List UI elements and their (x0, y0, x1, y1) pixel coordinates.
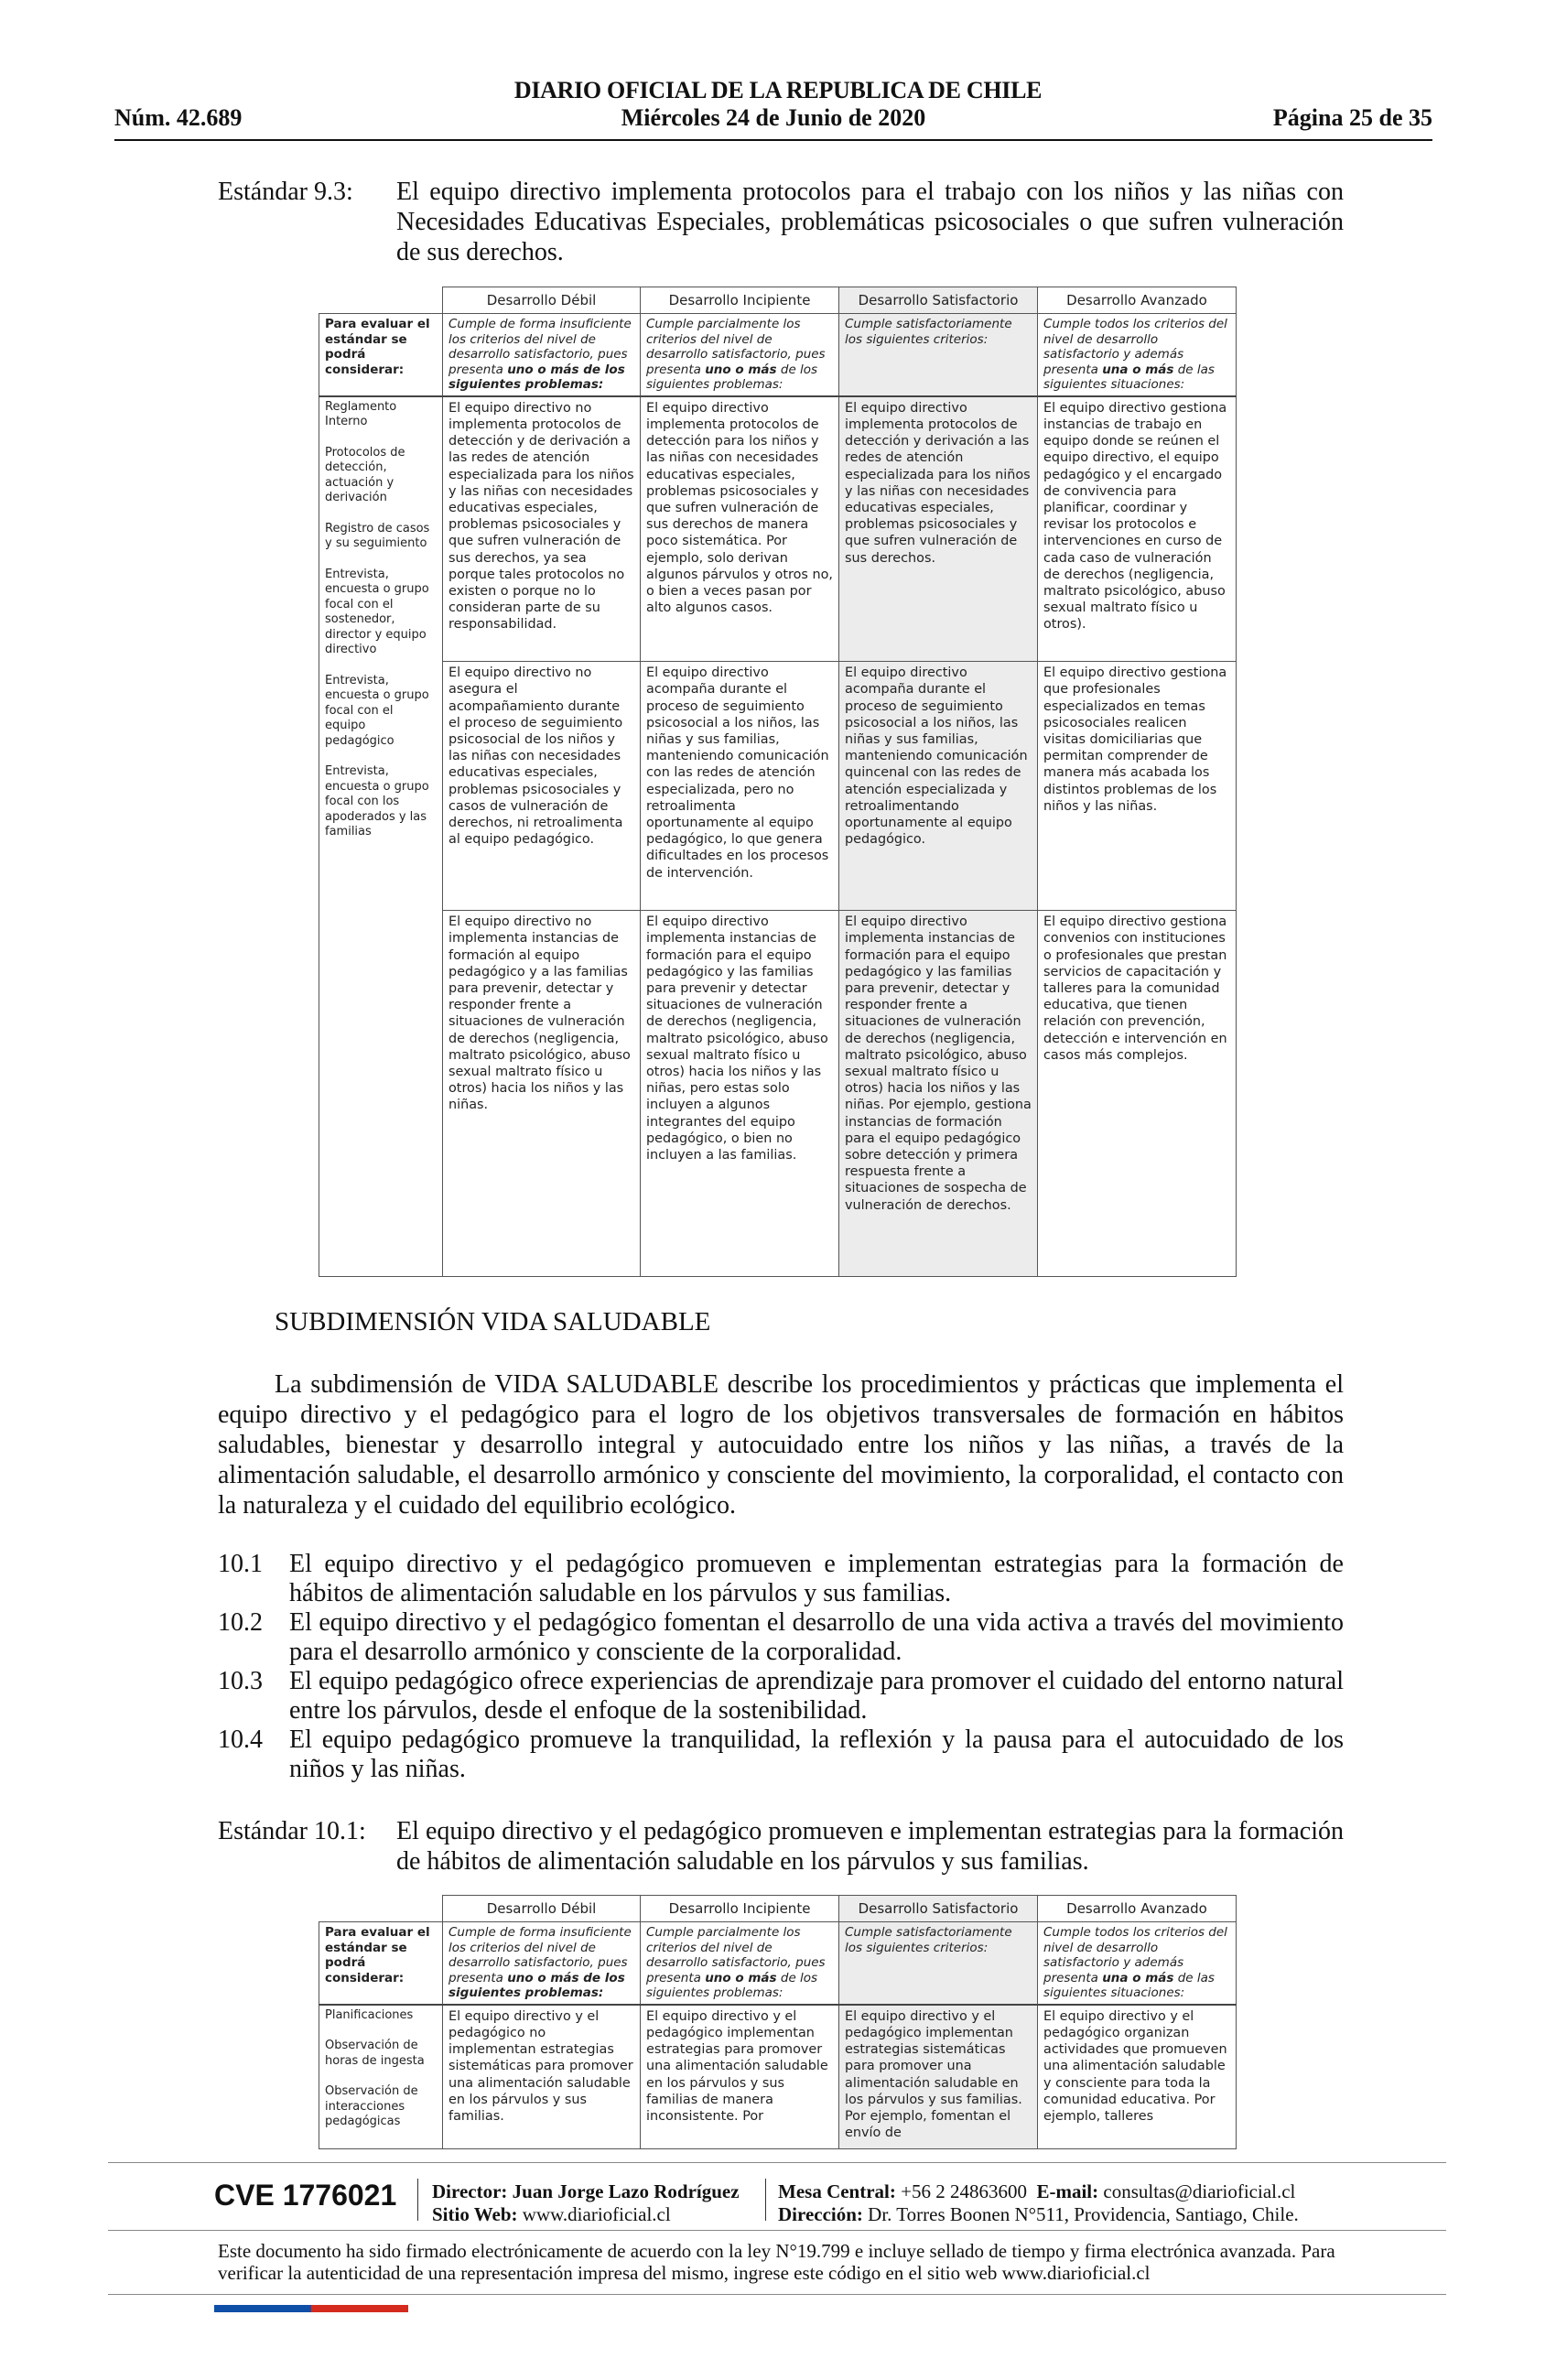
source-item: Protocolos de detección, actuación y derivación (325, 445, 405, 505)
criteria-text: Cumple todos los criterios del nivel de desarrollo satisfactorio y además presenta (1043, 317, 1227, 377)
legal-notice: Este documento ha sido firmado electrónicamente de acuerdo con la ley N°19.799 e incluye sellado de tiempo y firma electrónica avanzada. Para verificar la autenticidad de una representación impresa del mismo, ingrese este código en el sitio web www.diarioficial.cl (218, 2240, 1335, 2284)
flag-stripe-blue (214, 2305, 311, 2312)
cell-advanced: El equipo directivo gestiona instancias de trabajo en equipo donde se reúnen el equipo directivo, el equipo pedagógico y el encargado de convivencia para planificar, coordinar y revisar los protocolos e intervenciones en curso de cada caso de vulneración de derechos (negligencia, maltrato psicológico, abuso sexual maltrato físico u otros). (1038, 396, 1237, 662)
director-label: Director: (432, 2180, 508, 2202)
source-item: Observación de horas de ingesta (325, 2039, 425, 2068)
phone-number: +56 2 24863600 (901, 2180, 1027, 2202)
source-item: Entrevista, encuesta o grupo focal con el sostenedor, director y equipo directivo (325, 567, 429, 657)
criteria-bold: uno o más de los siguientes problemas: (448, 362, 625, 393)
criteria-bold: una o más (1102, 362, 1174, 377)
criteria-satisfactory (839, 314, 1038, 396)
footer-divider (108, 2162, 1446, 2163)
criteria-weak (443, 1922, 641, 2005)
header-advanced: Desarrollo Avanzado (1038, 1896, 1237, 1922)
list-item-number: 10.4 (218, 1726, 263, 1754)
criteria-text: Cumple todos los criterios del nivel de desarrollo satisfactorio y además presenta (1043, 1925, 1227, 1985)
standards-list (218, 1550, 1344, 1784)
header-weak: Desarrollo Débil (443, 1896, 641, 1922)
phone-label: Mesa Central: (778, 2180, 896, 2202)
header-weak: Desarrollo Débil (443, 287, 641, 314)
footer-contact-block (778, 2180, 1299, 2226)
criteria-text: Cumple parcialmente los criterios del nivel de desarrollo satisfactorio, pues presenta (646, 1925, 826, 1985)
header-incipient: Desarrollo Incipiente (641, 1896, 839, 1922)
criteria-text: de los siguientes problemas: (646, 1970, 818, 2001)
cell-advanced: El equipo directivo y el pedagógico organizan actividades que promueven una alimentación saludable y consciente para toda la comunidad educativa. Por ejemplo, talleres (1038, 2005, 1237, 2149)
criteria-text: Cumple de forma insuficiente los criterios del nivel de desarrollo satisfactorio, pues presenta (448, 1925, 632, 1985)
source-item: Entrevista, encuesta o grupo focal con los apoderados y las familias (325, 764, 429, 839)
newspaper-title: DIARIO OFICIAL DE LA REPUBLICA DE CHILE (513, 77, 1043, 103)
cell-incipient: El equipo directivo acompaña durante el proceso de seguimiento psicosocial a los niños, las niñas y sus familias, manteniendo comunicación con las redes de atención especializada, pero no retroalimenta oportunamente al equipo pedagógico, lo que genera dificultades en los procesos de intervención. (641, 662, 839, 911)
issue-number: Núm. 42.689 (114, 104, 243, 131)
header-advanced: Desarrollo Avanzado (1038, 287, 1237, 314)
cell-incipient: El equipo directivo implementa instancias de formación para el equipo pedagógico y las familias para prevenir y detectar situaciones de vulneración de derechos (negligencia, maltrato psicológico, abuso sexual maltrato físico u otros) hacia los niños y las niñas, pero estas solo incluyen a algunos integrantes del equipo pedagógico, o bien no incluyen a las familias. (641, 911, 839, 1277)
cell-incipient: El equipo directivo implementa protocolos de detección para los niños y las niñas con necesidades educativas especiales, problemas psicosociales y que sufren vulneración de sus derechos de manera poco sistemática. Por ejemplo, solo derivan algunos párvulos y otros no, o bien a veces pasan por alto algunos casos. (641, 396, 839, 662)
standard-text: El equipo directivo y el pedagógico promueven e implementan estrategias para la formación de hábitos de alimentación saludable en los párvulos y sus familias. (396, 1817, 1344, 1876)
website-link[interactable]: www.diarioficial.cl (522, 2203, 671, 2225)
list-item (218, 1550, 1344, 1608)
criteria-bold: uno o más (705, 362, 777, 377)
criteria-weak (443, 314, 641, 396)
list-item-number: 10.2 (218, 1608, 263, 1637)
criteria-text: de las siguientes situaciones: (1043, 1970, 1215, 2001)
flag-stripe-red (311, 2305, 408, 2312)
criteria-text: Cumple de forma insuficiente los criterios del nivel de desarrollo satisfactorio, pues presenta (448, 317, 632, 377)
standard-label: Estándar 9.3: (218, 178, 353, 206)
website-label: Sitio Web: (432, 2203, 518, 2225)
source-item: Entrevista, encuesta o grupo focal con el equipo pedagógico (325, 673, 429, 748)
criteria-satisfactory (839, 1922, 1038, 2005)
header-satisfactory: Desarrollo Satisfactorio (839, 287, 1038, 314)
list-item-text: El equipo pedagógico promueve la tranquilidad, la reflexión y la pausa para el autocuidado de los niños y las niñas. (289, 1726, 1344, 1783)
standard-10-1 (218, 1816, 1344, 1880)
subdimension-paragraph: La subdimensión de VIDA SALUDABLE describe los procedimientos y prácticas que implementa el equipo directivo y el pedagógico para el logro de los objetivos transversales de formación en hábitos saludables, bienestar y desarrollo integral y autocuidado entre los niños y las niñas, a través de la alimentación saludable, el desarrollo armónico y consciente del movimiento, la corporalidad, el contacto con la naturaleza y el cuidado del equilibrio ecológico. (218, 1370, 1344, 1520)
criteria-advanced (1038, 1922, 1237, 2005)
page-number: Página 25 de 35 (1272, 104, 1432, 131)
cell-advanced: El equipo directivo gestiona convenios con instituciones o profesionales que prestan servicios de capacitación y talleres para la comunidad educativa, que tienen relación con prevención, detección e intervención en casos más complejos. (1038, 911, 1237, 1277)
header-incipient: Desarrollo Incipiente (641, 287, 839, 314)
footer-separator (417, 2179, 418, 2221)
footer-divider (108, 2294, 1446, 2295)
criteria-incipient (641, 314, 839, 396)
criteria-bold: uno o más (705, 1970, 777, 1985)
address-text: Dr. Torres Boonen N°511, Providencia, Santiago, Chile. (868, 2203, 1299, 2225)
list-item (218, 1608, 1344, 1667)
director-name: Juan Jorge Lazo Rodríguez (512, 2180, 740, 2202)
rubric-table-10-1-clip (319, 1895, 1237, 2141)
cell-satisfactory: El equipo directivo y el pedagógico implementan estrategias sistemáticas para promover una alimentación saludable en los párvulos y sus familias. Por ejemplo, fomentan el envío de (839, 2005, 1038, 2149)
standard-label: Estándar 10.1: (218, 1817, 366, 1845)
evaluation-lead: Para evaluar el estándar se podrá considerar: (319, 1922, 443, 2005)
evaluation-lead: Para evaluar el estándar se podrá considerar: (319, 314, 443, 396)
cve-code: CVE 1776021 (214, 2179, 397, 2212)
source-item: Observación de interacciones pedagógicas (325, 2084, 418, 2129)
criteria-advanced (1038, 314, 1237, 396)
criteria-bold: uno o más de los siguientes problemas: (448, 1970, 625, 2001)
criteria-text: Cumple parcialmente los criterios del nivel de desarrollo satisfactorio, pues presenta (646, 317, 826, 377)
standard-9-3 (218, 177, 1344, 268)
criteria-bold: una o más (1102, 1970, 1174, 1985)
cell-weak: El equipo directivo no implementa protocolos de detección y de derivación a las redes de atención especializada para los niños y las niñas con necesidades educativas especiales, problemas psicosociales y que sufren vulneración de sus derechos, ya sea porque tales protocolos no existen o porque no lo consideran parte de su responsabilidad. (443, 396, 641, 662)
cell-weak: El equipo directivo no implementa instancias de formación al equipo pedagógico y a las familias para prevenir, detectar y responder frente a situaciones de vulneración de derechos (negligencia, maltrato psicológico, abuso sexual maltrato físico u otros) hacia los niños y las niñas. (443, 911, 641, 1277)
source-item: Planificaciones (325, 2007, 414, 2022)
rubric-table-9-3 (319, 287, 1237, 1277)
header-divider (114, 139, 1432, 141)
address-label: Dirección: (778, 2203, 863, 2225)
cell-weak: El equipo directivo y el pedagógico no implementan estrategias sistemáticas para promover una alimentación saludable en los párvulos y sus familias. (443, 2005, 641, 2149)
criteria-text: Cumple satisfactoriamente los siguientes criterios: (845, 1925, 1012, 1955)
list-item-text: El equipo pedagógico ofrece experiencias de aprendizaje para promover el cuidado del entorno natural entre los párvulos, desde el enfoque de la sostenibilidad. (289, 1667, 1344, 1725)
list-item-text: El equipo directivo y el pedagógico fomentan el desarrollo de una vida activa a través del movimiento para el desarrollo armónico y consciente de la corporalidad. (289, 1608, 1344, 1666)
criteria-incipient (641, 1922, 839, 2005)
source-item: Registro de casos y su seguimiento (325, 521, 430, 551)
cell-advanced: El equipo directivo gestiona que profesionales especializados en temas psicosociales realicen visitas domiciliarias que permitan comprender de manera más acabada los distintos problemas de los niños y las niñas. (1038, 662, 1237, 911)
list-item-number: 10.3 (218, 1667, 263, 1695)
evidence-sources (319, 396, 443, 1277)
source-item: Reglamento Interno (325, 399, 397, 429)
cell-satisfactory: El equipo directivo implementa instancias de formación para el equipo pedagógico y las familias para prevenir, detectar y responder frente a situaciones de vulneración de derechos (negligencia, maltrato psicológico, abuso sexual maltrato físico u otros) hacia los niños y las niñas. Por ejemplo, gestiona instancias de formación para el equipo pedagógico sobre detección y primera respuesta frente a situaciones de sospecha de vulneración de derechos. (839, 911, 1038, 1277)
header-row (114, 104, 1432, 135)
criteria-text: de los siguientes problemas: (646, 362, 818, 393)
cell-weak: El equipo directivo no asegura el acompañamiento durante el proceso de seguimiento psicosocial de los niños y las niñas con necesidades educativas especiales, problemas psicosociales y casos de vulneración de derechos, ni retroalimenta al equipo pedagógico. (443, 662, 641, 911)
header-blank-cell (319, 287, 443, 314)
list-item (218, 1726, 1344, 1784)
list-item (218, 1667, 1344, 1726)
criteria-text: de las siguientes situaciones: (1043, 362, 1215, 393)
cell-satisfactory: El equipo directivo implementa protocolos de detección y derivación a las redes de atención especializada para los niños y las niñas con necesidades educativas especiales, problemas psicosociales y que sufren vulneración de sus derechos. (839, 396, 1038, 662)
email-link[interactable]: consultas@diarioficial.cl (1103, 2180, 1296, 2202)
footer-divider (108, 2230, 1446, 2231)
list-item-text: El equipo directivo y el pedagógico promueven e implementan estrategias para la formación de hábitos de alimentación saludable en los párvulos y sus familias. (289, 1550, 1344, 1607)
criteria-text: Cumple satisfactoriamente los siguientes criterios: (845, 317, 1012, 347)
email-label: E-mail: (1036, 2180, 1099, 2202)
footer-director-block (432, 2180, 740, 2226)
standard-text: El equipo directivo implementa protocolos para el trabajo con los niños y las niñas con Necesidades Educativas Especiales, problemáticas psicosociales o que sufren vulneración de sus derechos. (396, 178, 1344, 266)
header-satisfactory: Desarrollo Satisfactorio (839, 1896, 1038, 1922)
rubric-table-10-1 (319, 1895, 1237, 2149)
list-item-number: 10.1 (218, 1550, 263, 1578)
footer-separator (765, 2179, 766, 2221)
cell-incipient: El equipo directivo y el pedagógico implementan estrategias para promover una alimentación saludable en los párvulos y sus familias de manera inconsistente. Por (641, 2005, 839, 2149)
header-blank-cell (319, 1896, 443, 1922)
evidence-sources (319, 2005, 443, 2149)
issue-date: Miércoles 24 de Junio de 2020 (621, 104, 926, 131)
subdimension-heading: SUBDIMENSIÓN VIDA SALUDABLE (275, 1307, 711, 1336)
cell-satisfactory: El equipo directivo acompaña durante el proceso de seguimiento psicosocial a los niños, las niñas y sus familias, manteniendo comunicación quincenal con las redes de atención especializada y retroalimentando oportunamente al equipo pedagógico. (839, 662, 1038, 911)
